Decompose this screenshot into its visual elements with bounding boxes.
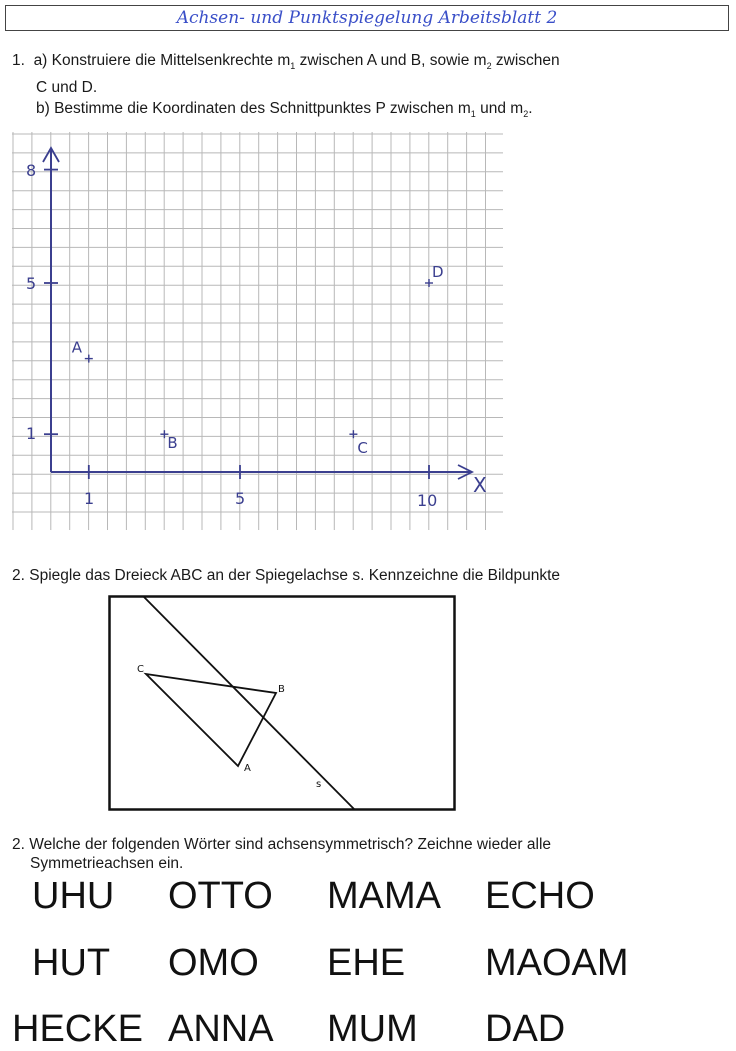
task1-text xyxy=(12,50,560,125)
m1-subscript: 1 xyxy=(290,61,296,72)
task1-a-mid: zwischen A und B, sowie m xyxy=(295,52,487,69)
task1-b-suffix: . xyxy=(528,100,533,118)
word-mama: MAMA xyxy=(327,875,441,917)
label-b: B xyxy=(278,684,285,695)
m1-subscript-b: 1 xyxy=(470,109,476,120)
word-uhu: UHU xyxy=(32,875,115,917)
m2-subscript-b: 2 xyxy=(523,109,529,120)
task1-a-suffix: zwischen xyxy=(491,52,560,69)
y-label-8: 8 xyxy=(26,161,37,180)
word-dad: DAD xyxy=(485,1008,566,1050)
task2-text: 2. Spiegle das Dreieck ABC an der Spiegelachse s. Kennzeichne die Bildpunkte xyxy=(12,567,561,584)
x-label-10: 10 xyxy=(417,491,438,510)
task1-number: 1. xyxy=(12,52,25,69)
figure-frame xyxy=(110,597,455,810)
point-c xyxy=(349,430,367,457)
y-label-5: 5 xyxy=(26,274,37,293)
word-echo: ECHO xyxy=(485,875,595,917)
task1-line-a2: C und D. xyxy=(36,79,98,97)
label-a: A xyxy=(244,763,251,774)
point-label-a: A xyxy=(71,338,83,357)
point-label-b: B xyxy=(167,434,178,453)
m2-subscript: 2 xyxy=(486,61,492,72)
word-omo: OMO xyxy=(168,942,259,984)
label-s: s xyxy=(316,779,322,790)
task1-line-a xyxy=(12,50,560,77)
x-label-1: 1 xyxy=(84,489,95,508)
word-otto: OTTO xyxy=(168,875,273,917)
task1-a-prefix: a) Konstruiere die Mittelsenkrechte m xyxy=(33,52,291,69)
coordinate-grid xyxy=(12,132,504,532)
point-b xyxy=(160,430,177,452)
word-hut: HUT xyxy=(32,942,111,984)
word-hecke: HECKE xyxy=(12,1008,143,1050)
task1-b-prefix: b) Bestimme die Koordinaten des Schnittpunktes P zwischen m xyxy=(36,100,471,118)
word-ehe: EHE xyxy=(327,942,406,984)
triangle-abc xyxy=(146,674,276,766)
x-axis-label: X xyxy=(473,473,487,497)
task1-b-mid: und m xyxy=(475,100,524,118)
word-mum: MUM xyxy=(327,1008,418,1050)
y-label-1: 1 xyxy=(26,424,37,443)
triangle-figure xyxy=(108,595,456,811)
task3-text xyxy=(12,834,551,873)
word-maoam: MAOAM xyxy=(485,942,629,984)
task1-line-b xyxy=(12,98,560,125)
point-label-d: D xyxy=(432,263,444,281)
task3-line2: Symmetrieachsen ein. xyxy=(30,855,184,872)
task3-line1: 2. Welche der folgenden Wörter sind achsensymmetrisch? Zeichne wieder alle xyxy=(12,836,552,853)
x-label-5: 5 xyxy=(235,489,246,508)
point-label-c: C xyxy=(357,439,368,458)
word-anna: ANNA xyxy=(168,1008,274,1050)
label-c: C xyxy=(137,664,144,675)
worksheet-title: Achsen- und Punktspiegelung Arbeitsblatt 2 xyxy=(5,5,729,31)
